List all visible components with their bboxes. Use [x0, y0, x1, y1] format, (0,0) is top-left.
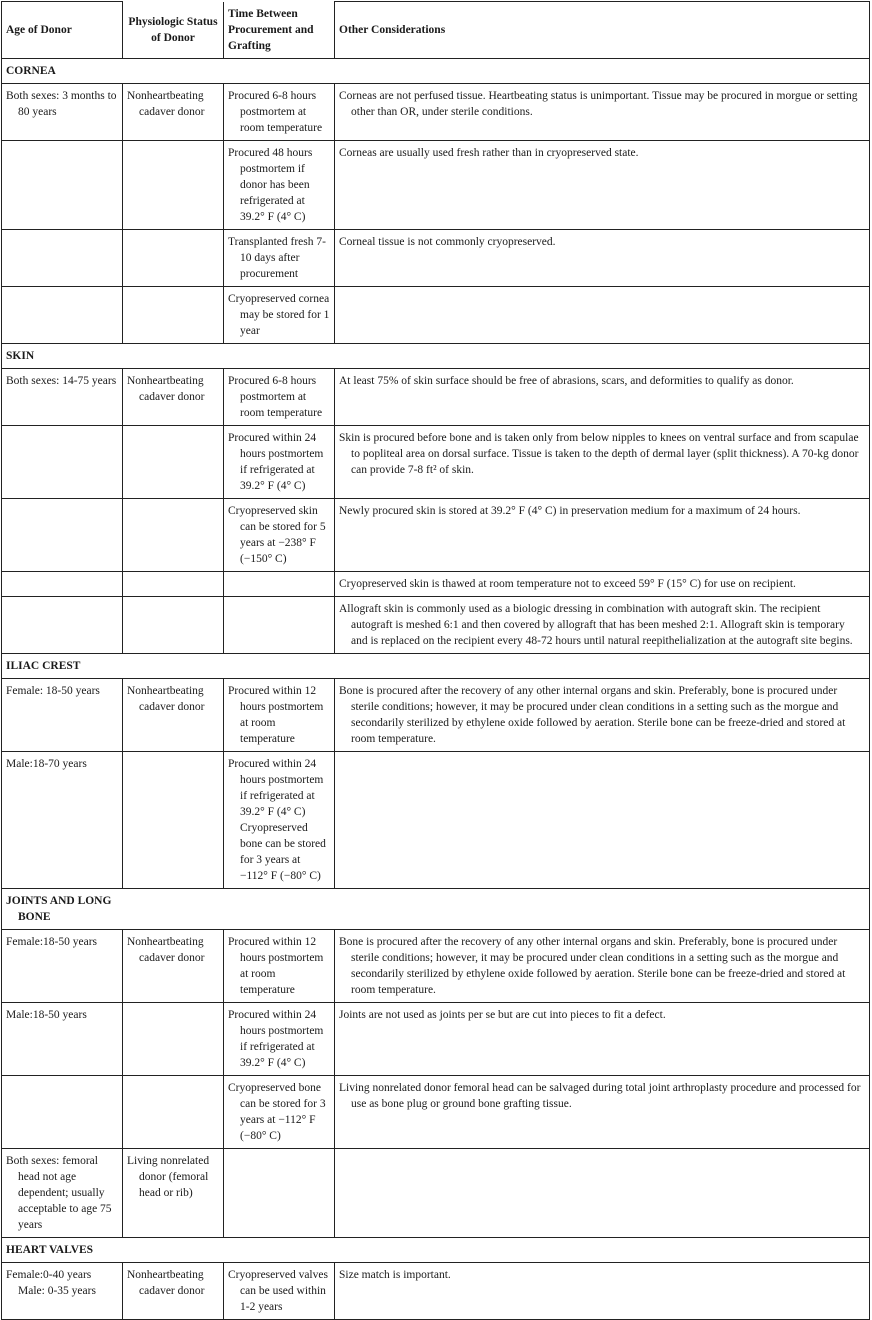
time-between-cell: Transplanted fresh 7-10 days after procurement [224, 230, 335, 287]
physiologic-status-cell [123, 597, 224, 654]
header-physiologic-status: Physiologic Status of Donor [123, 2, 224, 59]
time-between-cell: Procured within 12 hours postmortem at room temperature [224, 930, 335, 1003]
time-between-cell: Procured within 24 hours postmortem if refrigerated at 39.2° F (4° C) Cryopreserved bone can be stored for 3 years at −112° F (−80° C) [224, 752, 335, 889]
table-row [2, 752, 870, 889]
other-considerations-cell: Bone is procured after the recovery of any other internal organs and skin. Preferably, bone is procured under sterile conditions; however, it may be procured under clean conditions in a setting such as the morgue and secondarily sterilized by ethylene oxide followed by aeration. Sterile bone can be freeze-dried and stored at room temperature. [335, 679, 870, 752]
time-between-cell [224, 597, 335, 654]
age-of-donor-cell [2, 141, 123, 230]
age-of-donor-cell [2, 572, 123, 597]
other-considerations-cell [335, 287, 870, 344]
physiologic-status-cell [123, 287, 224, 344]
table-row [2, 84, 870, 141]
physiologic-status-cell [123, 499, 224, 572]
header-row [2, 2, 870, 59]
table-row [2, 572, 870, 597]
header-age-of-donor: Age of Donor [2, 2, 123, 59]
other-considerations-cell [335, 1149, 870, 1238]
physiologic-status-cell: Living nonrelated donor (femoral head or rib) [123, 1149, 224, 1238]
other-considerations-cell: Living nonrelated donor femoral head can be salvaged during total joint arthroplasty procedure and processed for use as bone plug or ground bone grafting tissue. [335, 1076, 870, 1149]
time-between-cell: Procured within 24 hours postmortem if refrigerated at 39.2° F (4° C) [224, 1003, 335, 1076]
section-header-row [2, 344, 870, 369]
table-row [2, 1003, 870, 1076]
section-title: CORNEA [2, 59, 870, 84]
other-considerations-cell: Corneal tissue is not commonly cryopreserved. [335, 230, 870, 287]
table-row [2, 499, 870, 572]
other-considerations-cell: Size match is important. [335, 1263, 870, 1320]
table-row [2, 1263, 870, 1320]
age-of-donor-cell [2, 597, 123, 654]
age-of-donor-cell: Male:18-70 years [2, 752, 123, 889]
table-row [2, 426, 870, 499]
other-considerations-cell: At least 75% of skin surface should be free of abrasions, scars, and deformities to qualify as donor. [335, 369, 870, 426]
time-between-cell: Procured within 24 hours postmortem if refrigerated at 39.2° F (4° C) [224, 426, 335, 499]
section-title: HEART VALVES [2, 1238, 870, 1263]
other-considerations-cell: Cryopreserved skin is thawed at room temperature not to exceed 59° F (15° C) for use on recipient. [335, 572, 870, 597]
other-considerations-cell: Bone is procured after the recovery of any other internal organs and skin. Preferably, bone is procured under sterile conditions; however, it may be procured under clean conditions in a setting such as the morgue and secondarily sterilized by ethylene oxide followed by aeration. Sterile bone can be freeze-dried and stored at room temperature. [335, 930, 870, 1003]
age-of-donor-cell: Female:18-50 years [2, 930, 123, 1003]
time-between-cell: Cryopreserved cornea may be stored for 1 year [224, 287, 335, 344]
section-title: ILIAC CREST [2, 654, 870, 679]
other-considerations-cell: Newly procured skin is stored at 39.2° F (4° C) in preservation medium for a maximum of 24 hours. [335, 499, 870, 572]
other-considerations-cell [335, 752, 870, 889]
physiologic-status-cell: Nonheartbeating cadaver donor [123, 84, 224, 141]
age-of-donor-cell: Both sexes: 3 months to 80 years [2, 84, 123, 141]
age-of-donor-cell [2, 426, 123, 499]
physiologic-status-cell [123, 572, 224, 597]
age-of-donor-cell: Both sexes: 14-75 years [2, 369, 123, 426]
physiologic-status-cell: Nonheartbeating cadaver donor [123, 679, 224, 752]
physiologic-status-cell [123, 141, 224, 230]
other-considerations-cell: Corneas are usually used fresh rather than in cryopreserved state. [335, 141, 870, 230]
physiologic-status-cell [123, 1003, 224, 1076]
time-between-cell: Cryopreserved bone can be stored for 3 years at −112° F (−80° C) [224, 1076, 335, 1149]
other-considerations-cell: Allograft skin is commonly used as a biologic dressing in combination with autograft skin. The recipient autograft is meshed 6:1 and then covered by allograft that has been meshed 2:1. Allograft skin is temporary and is replaced on the recipient every 48-72 hours until natural reepithelialization at the autograft site begins. [335, 597, 870, 654]
time-between-cell: Procured 48 hours postmortem if donor has been refrigerated at 39.2° F (4° C) [224, 141, 335, 230]
table-row [2, 141, 870, 230]
section-header-row [2, 654, 870, 679]
table-row [2, 1076, 870, 1149]
section-title: JOINTS AND LONG BONE [2, 889, 870, 930]
physiologic-status-cell: Nonheartbeating cadaver donor [123, 1263, 224, 1320]
time-between-cell: Procured within 12 hours postmortem at room temperature [224, 679, 335, 752]
header-other-considerations: Other Considerations [335, 2, 870, 59]
physiologic-status-cell [123, 426, 224, 499]
physiologic-status-cell: Nonheartbeating cadaver donor [123, 930, 224, 1003]
age-of-donor-cell: Both sexes: femoral head not age dependent; usually acceptable to age 75 years [2, 1149, 123, 1238]
age-of-donor-cell [2, 499, 123, 572]
other-considerations-cell: Skin is procured before bone and is taken only from below nipples to knees on ventral surface and from scapulae to popliteal area on dorsal surface. Tissue is taken to the depth of dermal layer (split thickness). A 70-kg donor can provide 7-8 ft² of skin. [335, 426, 870, 499]
time-between-cell [224, 1149, 335, 1238]
age-of-donor-cell: Female: 18-50 years [2, 679, 123, 752]
time-between-cell: Cryopreserved valves can be used within 1-2 years [224, 1263, 335, 1320]
table-row [2, 679, 870, 752]
table-row [2, 1149, 870, 1238]
physiologic-status-cell [123, 1076, 224, 1149]
section-title: SKIN [2, 344, 870, 369]
table-row [2, 369, 870, 426]
tissue-donor-criteria-table [1, 1, 870, 1320]
time-between-cell [224, 572, 335, 597]
table-row [2, 930, 870, 1003]
age-of-donor-cell [2, 287, 123, 344]
section-header-row [2, 1238, 870, 1263]
time-between-cell: Cryopreserved skin can be stored for 5 years at −238° F (−150° C) [224, 499, 335, 572]
time-between-cell: Procured 6-8 hours postmortem at room temperature [224, 84, 335, 141]
age-of-donor-cell: Female:0-40 years Male: 0-35 years [2, 1263, 123, 1320]
table-row [2, 597, 870, 654]
section-header-row [2, 889, 870, 930]
age-of-donor-cell [2, 230, 123, 287]
other-considerations-cell: Corneas are not perfused tissue. Heartbeating status is unimportant. Tissue may be procured in morgue or setting other than OR, under sterile conditions. [335, 84, 870, 141]
header-time-between: Time Between Procurement and Grafting [224, 2, 335, 59]
age-of-donor-cell: Male:18-50 years [2, 1003, 123, 1076]
age-of-donor-cell [2, 1076, 123, 1149]
table-row [2, 230, 870, 287]
physiologic-status-cell [123, 752, 224, 889]
time-between-cell: Procured 6-8 hours postmortem at room temperature [224, 369, 335, 426]
physiologic-status-cell [123, 230, 224, 287]
table-body [2, 59, 870, 1320]
physiologic-status-cell: Nonheartbeating cadaver donor [123, 369, 224, 426]
section-header-row [2, 59, 870, 84]
table-row [2, 287, 870, 344]
other-considerations-cell: Joints are not used as joints per se but are cut into pieces to fit a defect. [335, 1003, 870, 1076]
